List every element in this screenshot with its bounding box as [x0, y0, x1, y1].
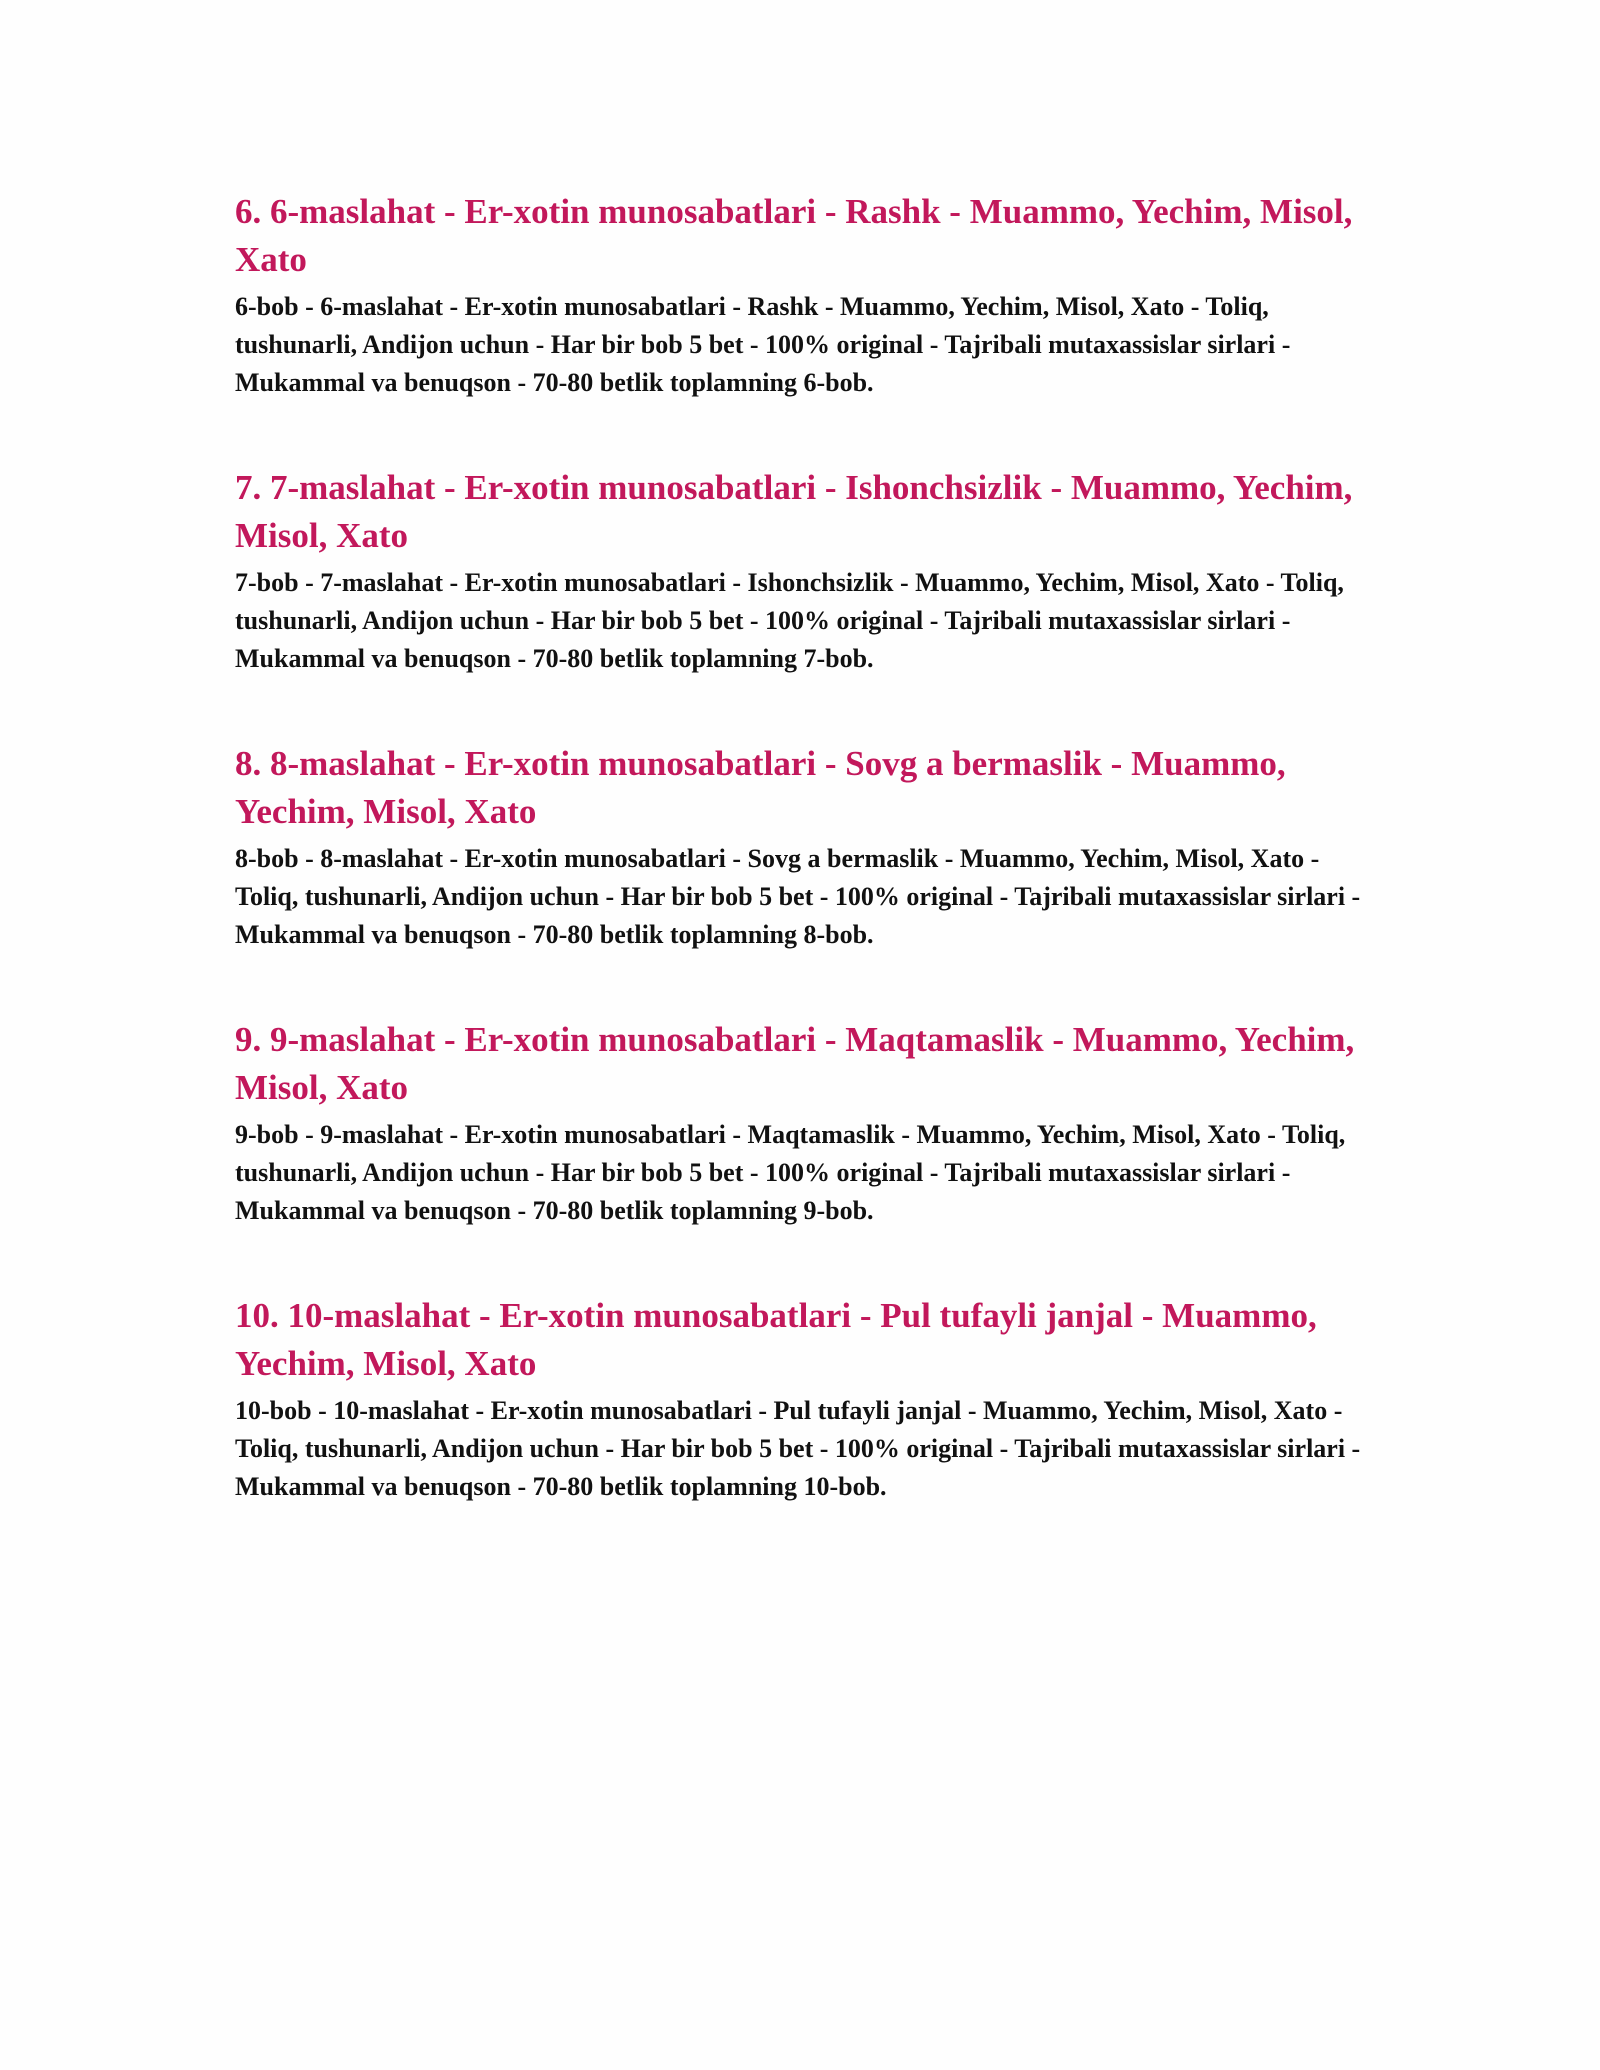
entry-title: 6. 6-maslahat - Er-xotin munosabatlari - Rashk - Muammo, Yechim, Misol, Xato — [235, 192, 1353, 279]
entry-8 — [235, 740, 1365, 954]
entry-6 — [235, 188, 1365, 402]
entry-title: 10. 10-maslahat - Er-xotin munosabatlari - Pul tufayli janjal - Muammo, Yechim, Misol, Xato — [235, 1296, 1317, 1383]
entry-title: 7. 7-maslahat - Er-xotin munosabatlari - Ishonchsizlik - Muammo, Yechim, Misol, Xato — [235, 468, 1353, 555]
entry-body: 6-bob - 6-maslahat - Er-xotin munosabatlari - Rashk - Muammo, Yechim, Misol, Xato - Toliq, tushunarli, Andijon uchun - Har bir bob 5 bet - 100% original - Tajribali mutaxassislar sirlari - Mukammal va benuqson - 70-80 betlik toplamning 6-bob. — [235, 292, 1291, 397]
entry-body: 9-bob - 9-maslahat - Er-xotin munosabatlari - Maqtamaslik - Muammo, Yechim, Misol, Xato - Toliq, tushunarli, Andijon uchun - Har bir bob 5 bet - 100% original - Tajribali mutaxassislar sirlari - Mukammal va benuqson - 70-80 betlik toplamning 9-bob. — [235, 1120, 1346, 1225]
entry-7 — [235, 464, 1365, 678]
document-page — [235, 188, 1365, 1568]
entry-body: 8-bob - 8-maslahat - Er-xotin munosabatlari - Sovg a bermaslik - Muammo, Yechim, Misol, Xato - Toliq, tushunarli, Andijon uchun - Har bir bob 5 bet - 100% original - Tajribali mutaxassislar sirlari - Mukammal va benuqson - 70-80 betlik toplamning 8-bob. — [235, 844, 1361, 949]
entry-10 — [235, 1292, 1365, 1506]
entry-title: 9. 9-maslahat - Er-xotin munosabatlari - Maqtamaslik - Muammo, Yechim, Misol, Xato — [235, 1020, 1355, 1107]
entry-9 — [235, 1016, 1365, 1230]
entry-title: 8. 8-maslahat - Er-xotin munosabatlari - Sovg a bermaslik - Muammo, Yechim, Misol, Xato — [235, 744, 1286, 831]
entry-body: 7-bob - 7-maslahat - Er-xotin munosabatlari - Ishonchsizlik - Muammo, Yechim, Misol, Xato - Toliq, tushunarli, Andijon uchun - Har bir bob 5 bet - 100% original - Tajribali mutaxassislar sirlari - Mukammal va benuqson - 70-80 betlik toplamning 7-bob. — [235, 568, 1344, 673]
entry-body: 10-bob - 10-maslahat - Er-xotin munosabatlari - Pul tufayli janjal - Muammo, Yechim, Misol, Xato - Toliq, tushunarli, Andijon uchun - Har bir bob 5 bet - 100% original - Tajribali mutaxassislar sirlari - Mukammal va benuqson - 70-80 betlik toplamning 10-bob. — [235, 1396, 1361, 1501]
